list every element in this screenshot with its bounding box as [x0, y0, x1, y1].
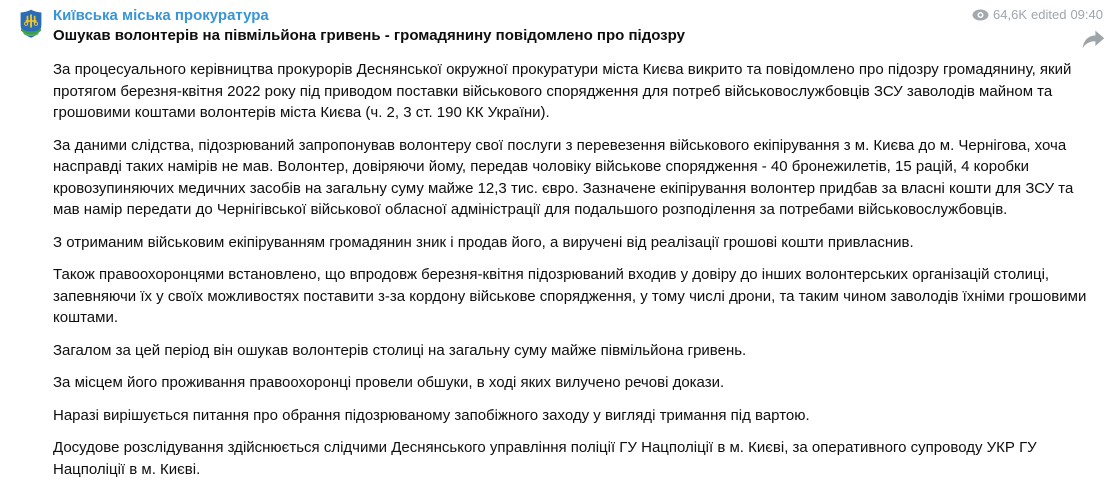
eye-icon — [972, 9, 989, 21]
message-paragraph: За місцем його проживання правоохоронці провели обшуки, в ході яких вилучено речові докази. — [53, 374, 725, 391]
channel-avatar[interactable] — [14, 7, 48, 41]
post-content — [48, 6, 1102, 480]
post-time: 09:40 — [1070, 7, 1103, 22]
edited-label: edited — [1031, 7, 1067, 22]
message-paragraph: Досудове розслідування здійснюється слідчими Деснянського управління поліції ГУ Нацполіції в м. Києві, за оперативного супроводу УКР ГУ Нацполіції в м. Києві. — [53, 439, 1037, 478]
message-paragraph: За процесуального керівництва прокурорів Деснянської окружної прокуратури міста Києва викрито та повідомлено про підозру громадянину, який протягом березня-квітня 2022 року під приводом поставки військового спорядження для потреб військовослужбовців ЗСУ заволодів майном та грошовими коштами волонтерів міста Києва (ч. 2, 3 ст. 190 КК України). — [53, 61, 1072, 121]
forward-button[interactable] — [1081, 29, 1105, 51]
message-paragraph: За даними слідства, підозрюваний запропонував волонтеру свої послуги з перевезення військового екіпірування з м. Києва до м. Чернігова, хоча насправді таких намірів не мав. Волонтер, довіряючи йому, передав чоловіку військове спорядження - 40 бронежилетів, 15 рацій, 4 коробки кровозупиняючих медичних засобів на загальну суму майже 12,3 тис. євро. Зазначене екіпірування волонтер придбав за власні кошти для ЗСУ та мав намір передати до Чернігівської військової обласної адміністрації для подальшого розподілення за потребами військовослужбовців. — [53, 136, 1074, 218]
message-paragraph: Загалом за цей період він ошукав волонтерів столиці на загальну суму майже півмільйона гривень. — [53, 341, 747, 359]
view-count: 64,6K — [993, 7, 1028, 22]
message-paragraph: Наразі вирішується питання про обрання підозрюваному запобіжного заходу у вигляді тримання під вартою. — [53, 406, 810, 424]
channel-name[interactable]: Київська міська прокуратура — [53, 7, 269, 24]
message-paragraph: Також правоохоронцями встановлено, що впродовж березня-квітня підозрюваний входив у довіру до інших волонтерських організацій столиці, запевняючи їх у своїх можливостях поставити з-за кордону військове спорядження, у тому числі дрони, та таким чином заволодів їхніми грошовими коштами. — [53, 266, 1087, 326]
post-title: Ошукав волонтерів на півмільйона гривень - громадянину повідомлено про підозру — [53, 27, 685, 44]
prosecutor-office-emblem-icon — [14, 7, 48, 41]
message-paragraph: З отриманим військовим екіпіруванням громадянин зник і продав його, а виручені від реалізації грошові кошти привласнив. — [53, 233, 914, 251]
post-meta — [972, 8, 1103, 22]
forward-arrow-icon — [1081, 29, 1105, 51]
post-body — [53, 59, 1102, 480]
